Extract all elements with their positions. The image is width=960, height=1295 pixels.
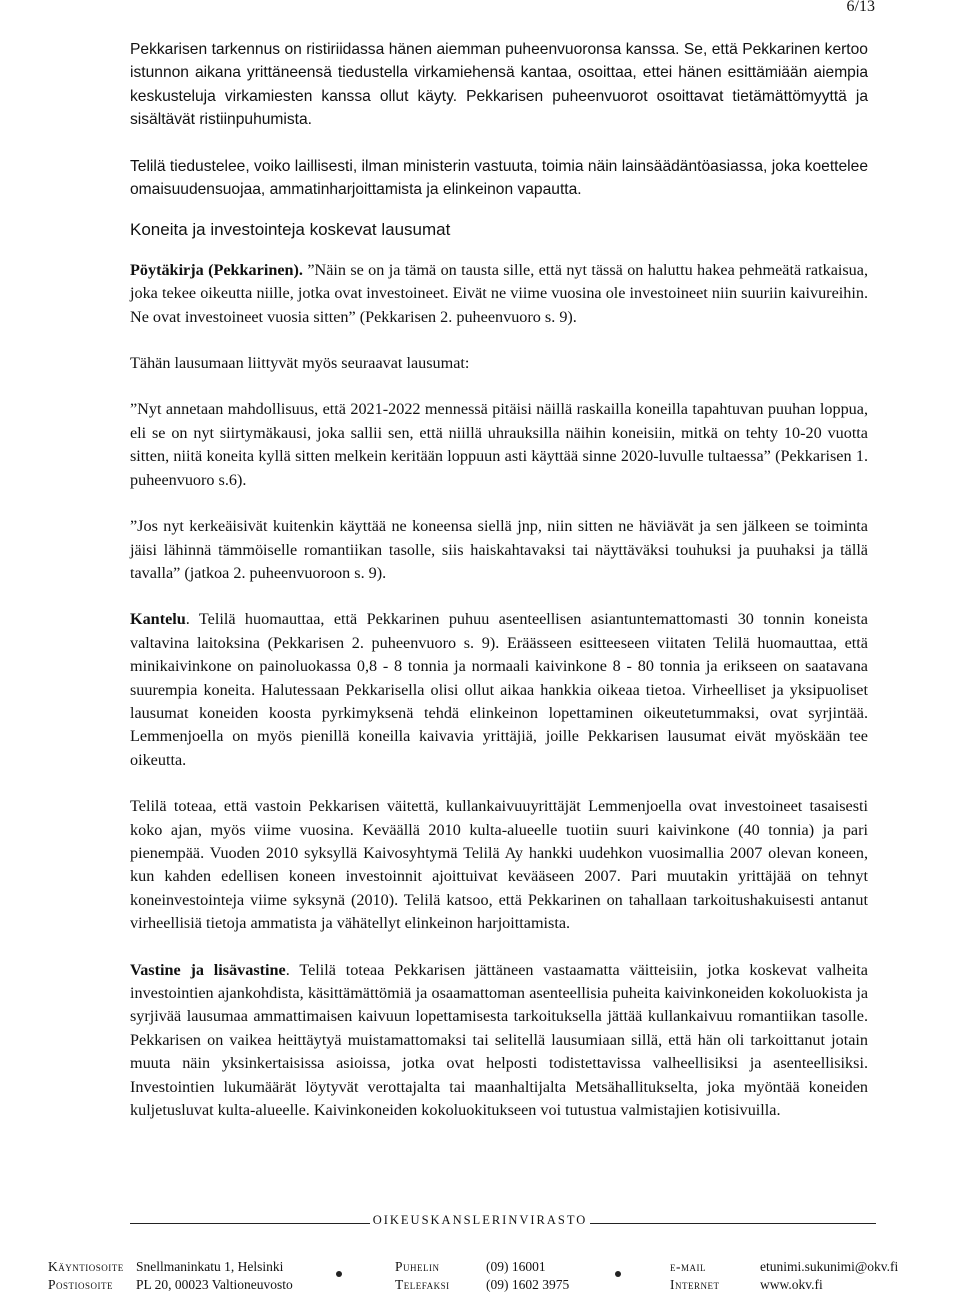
footer-visit-label: Käyntiosoite <box>48 1259 124 1274</box>
footer-email-label: e-mail <box>670 1259 706 1274</box>
footer-rule-right <box>590 1223 876 1224</box>
footer-organization: OIKEUSKANSLERINVIRASTO <box>372 1213 588 1227</box>
paragraph-3-lead: Pöytäkirja (Pekkarinen). <box>130 260 303 279</box>
kantelu-text: . Telilä huomauttaa, että Pekkarinen puhuu asenteellisen asiantuntemattomasti 30 tonnin koneista valtavina laitoksina (Pekkarisen 2. puheenvuoro s. 9). Eräässeen esitteeseen viitaten Telilä huomauttaa, että minikaivinkone on painoluokassa 0,8 - 8 tonnia ja normaali kaivinkone 8 - 80 tonnia ja erikseen on saatavana suurempia koneita. Halutessaan Pekkarisella olisi ollut aikaa hankkia oikeaa tietoa. Virheelliset ja yksipuoliset lausumat koneiden koosta pyrkimyksenä tehdä elinkeinon lopettaminen oikeutetummaksi, ovat syrjintää. Lemmenjoella on myös pienillä koneilla kaivavia yrittäjiä, joille Pekkarisen lausumat eivät myöskään tee oikeutta. <box>130 610 868 769</box>
paragraph-investments: Telilä toteaa, että vastoin Pekkarisen väitettä, kullankaivuuyrittäjät Lemmenjoella ovat investoineet tasaisesti koko ajan, myös viime vuosina. Keväällä 2010 kulta-alueelle tuotiin suuri kaivinkone (40 tonnia) ja pari pienempää. Vuoden 2010 syksyllä Kaivosyhtymä Telilä Ay hankki uudehkon vuosimallia 2007 olevan koneen, kun kahden edellisen koneen investoinnit ajoittuivat kevääseen 2007. Pari muutakin yrittäjää on tehnyt koneinvestointeja viime syksynä (2010). Telilä katsoo, että Pekkarinen on tahallaan tarkoitushakuisesti antanut virheellisiä tietoja ammatista ja vähätellyt elinkeinon harjoittamista. <box>130 797 868 933</box>
paragraph-1: Pekkarisen tarkennus on ristiriidassa hänen aiemman puheenvuoronsa kanssa. Se, että Pekkarinen kertoo istunnon aikana yrittäneensä tiedustella virkamiehensä kantaa, osoittaa, ettei hänen esittämiään aiempia keskusteluja virkamiesten kanssa ollut käyty. Pekkarisen puheenvuorot osoittavat tietämättömyyttä ja sisältävät ristiinpuhumista. <box>130 41 868 129</box>
footer-rule-left <box>130 1223 370 1224</box>
paragraph-3 <box>130 259 868 329</box>
footer-separator-dot <box>336 1271 342 1277</box>
footer-post-label: Postiosoite <box>48 1277 114 1292</box>
paragraph-vastine <box>130 959 868 1123</box>
footer-phone-label: Puhelin <box>395 1259 440 1274</box>
footer-fax-value: (09) 1602 3975 <box>486 1277 570 1292</box>
paragraph-4: Tähän lausumaan liittyvät myös seuraavat lausumat: <box>130 354 470 373</box>
footer-internet-label: Internet <box>670 1277 720 1292</box>
paragraph-kantelu <box>130 608 868 772</box>
quote-2: ”Jos nyt kerkeäisivät kuitenkin käyttää ne koneensa siellä jnp, niin sitten ne häviävät ja sen jälkeen se toiminta jäisi lähinnä tämmöiselle romantiikan tasolle, siis haiskahtavaksi tai näyttäväksi touhuksi ja puuhaksi ja tällä tavalla” (jatkoa 2. puheenvuoroon s. 9). <box>130 517 868 582</box>
footer-post-value: PL 20, 00023 Valtioneuvosto <box>136 1277 293 1292</box>
quote-1: ”Nyt annetaan mahdollisuus, että 2021-2022 mennessä pitäisi näillä raskailla koneilla tapahtuvan puuhan loppua, eli se on nyt siirtymäkausi, joka sallii sen, että niillä uhrauksilla näihin koneisiin, mitkä on tehty 10-20 vuotta sitten, niitä koneita kyllä sitten melkein keritään loppuun asti käyttää sinne 2020-luvulle tultaessa” (Pekkarisen 1. puheenvuoro s.6). <box>130 400 868 489</box>
footer-visit-value: Snellmaninkatu 1, Helsinki <box>136 1259 284 1274</box>
footer-phone-value: (09) 16001 <box>486 1259 546 1274</box>
paragraph-3-text: ”Näin se on ja tämä on tausta sille, että nyt tässä on haluttu hakea pehmeätä ratkaisua, joka tekee oikeutta niille, jotka ovat investoineet. Eivät ne viime vuosina ole investoineet niin suuriin kaivureihin. Ne ovat investoineet vuosia sitten” (Pekkarisen 2. puheenvuoro s. 9). <box>130 260 868 326</box>
footer-internet-value[interactable]: www.okv.fi <box>760 1277 823 1292</box>
footer-fax-label: Telefaksi <box>395 1277 450 1292</box>
document-body <box>130 38 868 1145</box>
kantelu-lead: Kantelu <box>130 610 186 629</box>
footer-email-value[interactable]: etunimi.sukunimi@okv.fi <box>760 1259 899 1274</box>
page-number: 6/13 <box>846 0 875 15</box>
vastine-lead: Vastine ja lisävastine <box>130 960 286 979</box>
section-heading: Koneita ja investointeja koskevat lausumat <box>130 220 451 240</box>
paragraph-2: Telilä tiedustelee, voiko laillisesti, ilman ministerin vastuuta, toimia näin lainsäädäntöasiassa, joka koettelee omaisuudensuojaa, ammatinharjoittamista ja elinkeinon vapautta. <box>130 157 868 199</box>
footer-separator-dot <box>615 1271 621 1277</box>
vastine-text: . Telilä toteaa Pekkarisen jättäneen vastaamatta väitteisiin, jotka koskevat valheita investointien ajankohdista, käsittämättömiä ja osaamattoman asenteellisia puheita kaivinkoneiden kokoluokista ja syrjivää lausumaa ammattimaisen kaivuun lopettamisesta tarkoituksella jättää kullankaivuu romantiikan tasolle. Pekkarisen on vaikea heittäytyä muistamattomaksi tai selitellä lausumiaan sillä, että hän oli tarkoittanut jotain muuta näin yksinkertaisissa asioissa, jotka ovat helposti todistettavissa valheellisiksi ja asenteellisiksi. Investointien lukumäärät löytyvät verottajalta tai maanhaltijalta Metsähallitukselta, joka myöntää koneiden kuljetusluvat kulta-alueelle. Kaivinkoneiden kokoluokitukseen voi tutustua valmistajien kotisivuilla. <box>130 960 868 1120</box>
